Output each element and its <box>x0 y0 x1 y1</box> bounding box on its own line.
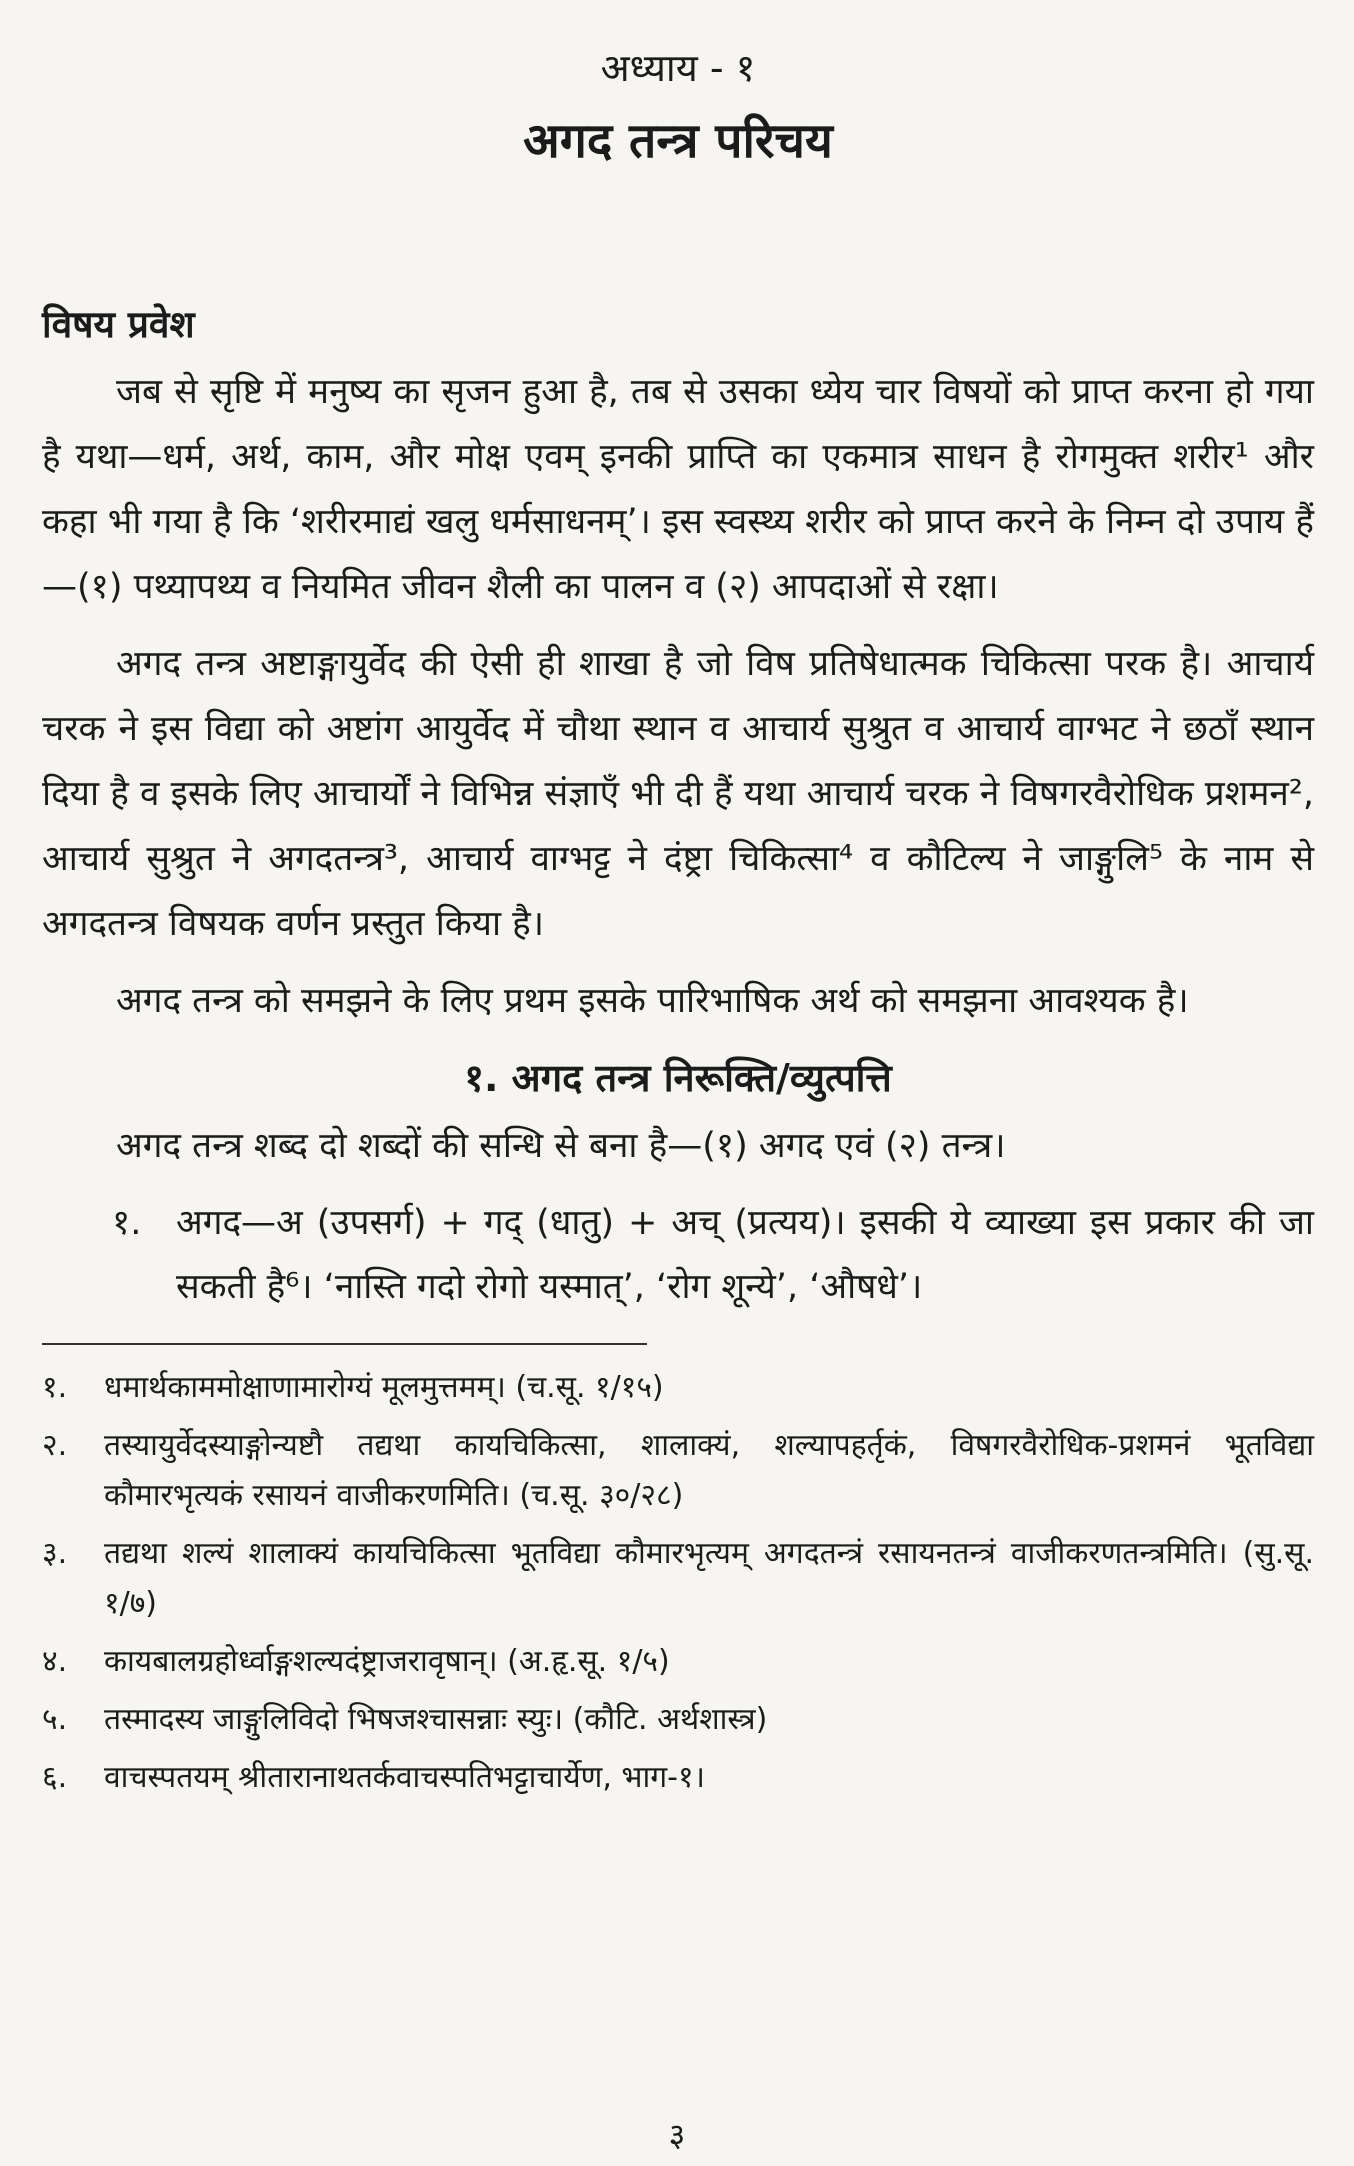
paragraph-etymology: अगद तन्त्र शब्द दो शब्दों की सन्धि से बना है—(१) अगद एवं (२) तन्त्र। <box>116 1126 1006 1166</box>
footnote-text: धमार्थकाममोक्षाणामारोग्यं मूलमुत्तमम्। (च.सू. १/१५) <box>104 1370 664 1405</box>
footnote-number: ५. <box>42 1702 68 1737</box>
footnote-number: ३. <box>42 1536 68 1571</box>
footnote-number: २. <box>42 1428 68 1463</box>
footnote-text: वाचस्पतयम् श्रीतारानाथतर्कवाचस्पतिभट्टाचार्येण, भाग-१। <box>104 1760 705 1795</box>
chapter-label: अध्याय - १ <box>600 46 756 90</box>
footnote <box>42 1695 1314 1745</box>
page-title: अगद तन्त्र परिचय <box>523 113 833 169</box>
footnote-text: तस्यायुर्वेदस्याङ्गोन्यष्टौ तद्यथा कायचिकित्सा, शालाक्यं, शल्यापहर्तृकं, विषगरवैरोधिक-प्रशमनं भूतविद्या कौमारभृत्यकं रसायनं वाजीकरणमिति। (च.सू. ३०/२८) <box>104 1428 1314 1513</box>
footnote-number: ६. <box>42 1760 68 1795</box>
paragraph-understanding: अगद तन्त्र को समझने के लिए प्रथम इसके पारिभाषिक अर्थ को समझना आवश्यक है। <box>116 981 1189 1021</box>
footnote-text: कायबालग्रहोर्ध्वाङ्गशल्यदंष्ट्राजरावृषान्। (अ.हृ.सू. १/५) <box>104 1644 670 1679</box>
footnote <box>42 1753 1314 1803</box>
definition-item <box>42 1191 1314 1319</box>
section-heading: विषय प्रवेश <box>42 303 195 346</box>
footnote-number: ४. <box>42 1644 68 1679</box>
footnote-divider <box>42 1343 647 1345</box>
footnote <box>42 1363 1314 1413</box>
footnote <box>42 1529 1314 1629</box>
sub-heading: १. अगद तन्त्र निरूक्ति/व्युत्पत्ति <box>464 1056 892 1100</box>
page-number: ३ <box>668 2116 686 2154</box>
footnote <box>42 1637 1314 1687</box>
footnote-text: तस्मादस्य जाङ्गुलिविदो भिषजश्चासन्नाः स्युः। (कौटि. अर्थशास्त्र) <box>104 1702 768 1737</box>
footnote <box>42 1421 1314 1521</box>
footnote-number: १. <box>42 1370 68 1405</box>
paragraph-agad-tantra: अगद तन्त्र अष्टाङ्गायुर्वेद की ऐसी ही शाखा है जो विष प्रतिषेधात्मक चिकित्सा परक है। आचार्य चरक ने इस विद्या को अष्टांग आयुर्वेद में चौथा स्थान व आचार्य सुश्रुत व आचार्य वाग्भट ने छठाँ स्थान दिया है व इसके लिए आचार्यों ने विभिन्न संज्ञाएँ भी दी हैं यथा आचार्य चरक ने विषगरवैरोधिक प्रशमन², आचार्य सुश्रुत ने अगदतन्त्र³, आचार्य वाग्भट्ट ने दंष्ट्रा चिकित्सा⁴ व कौटिल्य ने जाङ्गुलि⁵ के नाम से अगदतन्त्र विषयक वर्णन प्रस्तुत किया है। <box>42 644 1314 944</box>
paragraph-intro: जब से सृष्टि में मनुष्य का सृजन हुआ है, तब से उसका ध्येय चार विषयों को प्राप्त करना हो गया है यथा—धर्म, अर्थ, काम, और मोक्ष एवम् इनकी प्राप्ति का एकमात्र साधन है रोगमुक्त शरीर¹ और कहा भी गया है कि ‘शरीरमाद्यं खलु धर्मसाधनम्’। इस स्वस्थ्य शरीर को प्राप्त करने के निम्न दो उपाय हैं—(१) पथ्यापथ्य व नियमित जीवन शैली का पालन व (२) आपदाओं से रक्षा। <box>42 372 1314 607</box>
footnote-text: तद्यथा शल्यं शालाक्यं कायचिकित्सा भूतविद्या कौमारभृत्यम् अगदतन्त्रं रसायनतन्त्रं वाजीकरणतन्त्रमिति। (सु.सू. १/७) <box>104 1536 1314 1621</box>
definition-text: अगद—अ (उपसर्ग) + गद् (धातु) + अच् (प्रत्यय)। इसकी ये व्याख्या इस प्रकार की जा सकती है⁶। ‘नास्ति गदो रोगो यस्मात्’, ‘रोग शून्ये’, ‘औषधे’। <box>176 1203 1314 1307</box>
definition-number: १. <box>112 1203 142 1243</box>
